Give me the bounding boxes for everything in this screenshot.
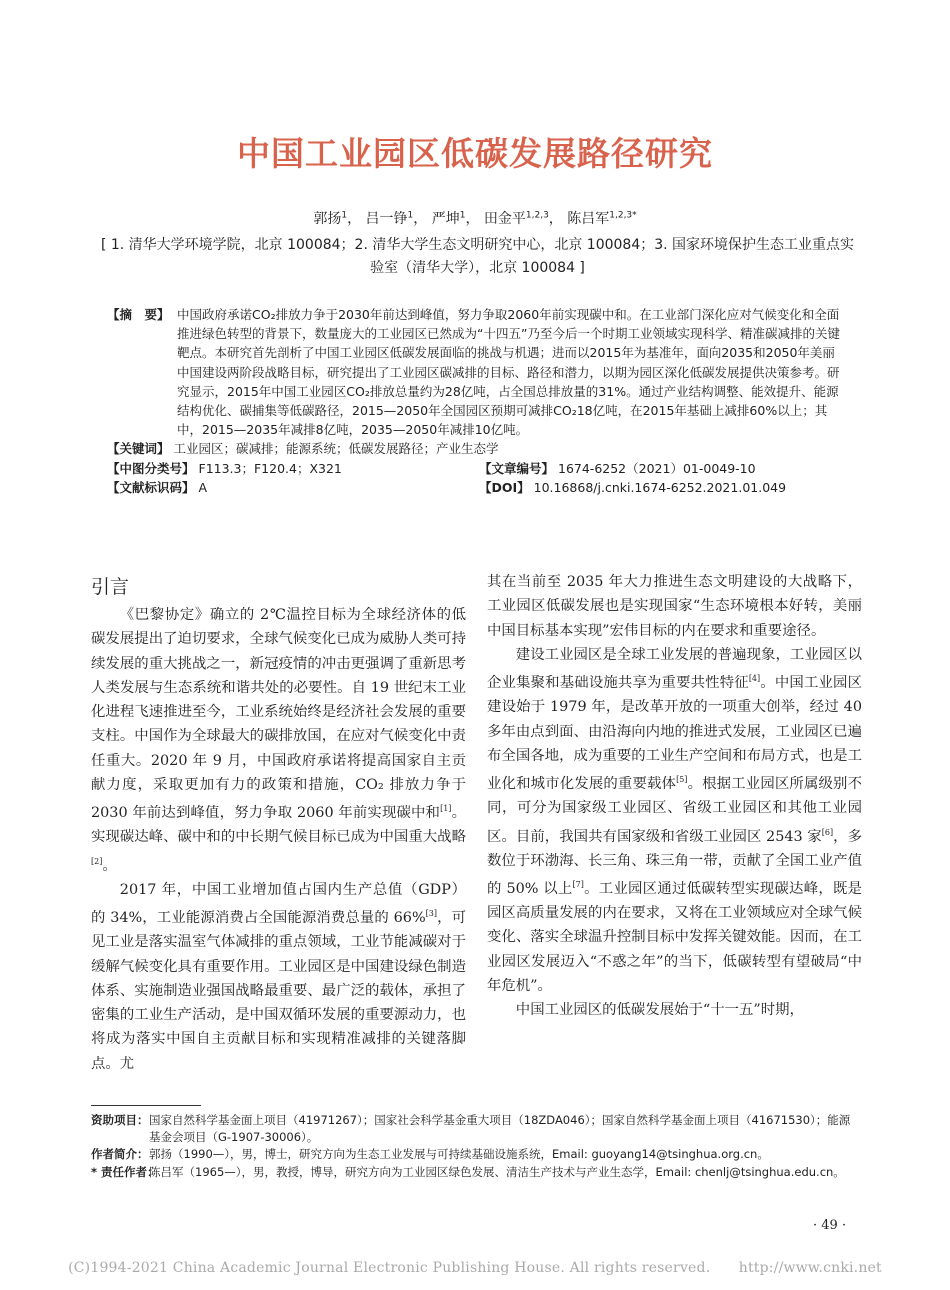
- keywords-row: [107, 439, 847, 459]
- clc-text: F113.3；F120.4；X321: [198, 460, 342, 476]
- author-name: 陈吕军: [567, 211, 610, 227]
- abstract-text: 中国政府承诺CO₂排放力争于2030年前达到峰值，努力争取2060年前实现碳中和。在工业部门深化应对气候变化和全面推进绿色转型的背景下，数量庞大的工业园区已然成为“十四五”乃至今后一个时期工业领域实现科学、精准碳减排的关键靶点。本研究首先剖析了中国工业园区低碳发展面临的挑战与机遇；进而以2015年为基准年，面向2035和2050年美丽中国建设两阶段战略目标，研究提出了工业园区碳减排的目标、路径和潜力，以期为园区深化低碳发展提供决策参考。研究显示，2015年中国工业园区CO₂排放总量约为28亿吨，占全国总排放量的31%。通过产业结构调整、能效提升、能源结构优化、碳捕集等低碳路径，2015—2050年全国园区预期可减排CO₂18亿吨，在2015年基础上减排60%以上；其中，2015—2035年减排8亿吨，2035—2050年减排10亿吨。: [177, 307, 840, 438]
- author-name: 吕一铮: [365, 211, 408, 227]
- footnote-corresponding-author: [91, 1164, 861, 1181]
- footnote-label: 资助项目：: [91, 1113, 149, 1127]
- doi-text: 10.16868/j.cnki.1674-6252.2021.01.049: [533, 480, 787, 496]
- author-name: 严坤: [431, 211, 460, 227]
- clc-label: 【中图分类号】: [107, 460, 195, 476]
- doc-code-label: 【文献标识码】: [107, 480, 195, 496]
- citation-mark: [3]: [425, 909, 437, 919]
- doc-code-text: A: [198, 480, 208, 496]
- footnote-text: 郭扬（1990—），男，博士，研究方向为生态工业发展与可持续基础设施系统，Email: guoyang14@tsinghua.org.cn。: [149, 1147, 769, 1162]
- citation-mark: [2]: [91, 856, 103, 866]
- citation-mark: [1]: [440, 804, 452, 814]
- footnote-author-bio: [91, 1146, 861, 1163]
- citation-mark: [6]: [821, 827, 834, 837]
- author-affil-mark: 1: [341, 210, 348, 221]
- body-paragraph: 中国工业园区的低碳发展始于“十一五”时期，: [515, 1002, 804, 1019]
- doc-code-row: [107, 478, 847, 498]
- author-name: 田金平: [483, 211, 526, 227]
- citation-mark: [4]: [748, 674, 761, 684]
- paper-title: 中国工业园区低碳发展路径研究: [237, 134, 713, 173]
- clc-row: [107, 459, 847, 479]
- doi-label: 【DOI】: [479, 480, 530, 496]
- body-paragraph: 其在当前至 2035 年大力推进生态文明建设的大战略下，工业园区低碳发展也是实现国家“生态环境根本好转，美丽中国目标基本实现”宏伟目标的内在要求和重要途径。: [487, 574, 862, 639]
- page-number: · 49 ·: [813, 1218, 847, 1233]
- keywords-label: 【关键词】: [107, 441, 170, 457]
- section-heading: 引言: [91, 576, 130, 598]
- body-paragraph: 《巴黎协定》确立的 2℃温控目标为全球经济体的低碳发展提出了迫切要求，全球气候变化已成为威胁人类可持续发展的重大挑战之一，新冠疫情的冲击更强调了重新思考人类发展与生态系统和谐共处的必要性。自 19 世纪末工业化进程飞速推进至今，工业系统始终是经济社会发展的重要支柱。中国作为全球最大的碳排放国，在应对气候变化中责任重大。2020 年 9 月，中国政府承诺将提高国家自主贡献力度，采取更加有力的政策和措施，CO₂ 排放力争于 2030 年前达到峰值，努力争取 2060 年前实现碳中和[1]。实现碳达峰、碳中和的中长期气候目标已成为中国重大战略[2]。: [91, 607, 466, 874]
- author-affil-mark: 1,2,3: [525, 210, 549, 221]
- footnote-funding: [91, 1112, 861, 1146]
- body-column-right: [487, 570, 862, 1023]
- footnote-text: 国家自然科学基金面上项目（41971267）；国家社会科学基金重大项目（18ZDA046）；国家自然科学基金面上项目（41671530）；能源基金会项目（G-1907-30006）。: [149, 1113, 851, 1145]
- author-affil-mark: 1: [407, 210, 414, 221]
- article-no-label: 【文章编号】: [479, 460, 555, 476]
- article-no-text: 1674-6252（2021）01-0049-10: [558, 460, 756, 476]
- citation-mark: [5]: [676, 775, 688, 785]
- keywords-text: 工业园区；碳减排；能源系统；低碳发展路径；产业生态学: [173, 441, 499, 457]
- footnote-label: * 责任作者：: [91, 1164, 159, 1179]
- author-name: 郭扬: [313, 211, 342, 227]
- footnote-label: 作者简介：: [91, 1147, 149, 1162]
- body-paragraph: 2017 年，中国工业增加值占国内生产总值（GDP）的 34%，工业能源消费占全国能源消费总量的 66%[3]，可见工业是落实温室气体减排的重点领域，工业节能减碳对于缓解气候变化具有重要作用。工业园区是中国建设绿色制造体系、实施制造业强国战略最重要、最广泛的载体，承担了密集的工业生产活动，是中国双循环发展的重要源动力，也将成为落实中国自主贡献目标和实现精准减排的关键落脚点。尤: [91, 881, 466, 1072]
- footnote-text: 陈吕军（1965—），男，教授，博导，研究方向为工业园区绿色发展、清洁生产技术与产业生态学，Email: chenlj@tsinghua.edu.cn。: [149, 1164, 845, 1179]
- affiliations: [ 1. 清华大学环境学院，北京 100084；2. 清华大学生态文明研究中心，北京 100084；3. 国家环境保护生态工业重点实验室（清华大学），北京 100084 ]: [100, 237, 855, 276]
- body-column-left: [91, 603, 466, 1076]
- abstract-label: 【摘 要】: [107, 307, 170, 322]
- abstract-block: [107, 305, 847, 498]
- abstract: [107, 305, 847, 439]
- footnotes: [91, 1112, 861, 1181]
- copyright-notice: (C)1994-2021 China Academic Journal Electronic Publishing House. All rights reserved. http://www.cnki.net: [68, 1260, 882, 1276]
- author-affil-mark: 1,2,3*: [609, 210, 637, 221]
- author-list: 郭扬$^1$， 吕一铮$^1$， 严坤$^1$， 田金平$^{1,2,3}$， 陈吕军$^{1,2,3*}$: [313, 210, 637, 227]
- body-paragraph: 建设工业园区是全球工业发展的普遍现象，工业园区以企业集聚和基础设施共享为重要共性特征[4]。中国工业园区建设始于 1979 年，是改革开放的一项重大创举，经过 40 多年由点到面、由沿海向内地的推进式发展，工业园区已遍布全国各地，成为重要的工业生产空间和布局方式，也是工业化和城市化发展的重要载体[5]。根据工业园区所属级别不同，可分为国家级工业园区、省级工业园区和其他工业园区。目前，我国共有国家级和省级工业园区 2543 家[6]，多数位于环渤海、长三角、珠三角一带，贡献了全国工业产值的 50% 以上[7]。工业园区通过低碳转型实现碳达峰，既是园区高质量发展的内在要求，又将在工业领域应对全球气候变化、落实全球温升控制目标中发挥关键效能。因而，在工业园区发展迈入“不惑之年”的当下，低碳转型有望破局“中年危机”。: [487, 646, 862, 994]
- footnote-divider: [91, 1105, 201, 1106]
- author-affil-mark: 1: [459, 210, 466, 221]
- citation-mark: [7]: [572, 879, 584, 889]
